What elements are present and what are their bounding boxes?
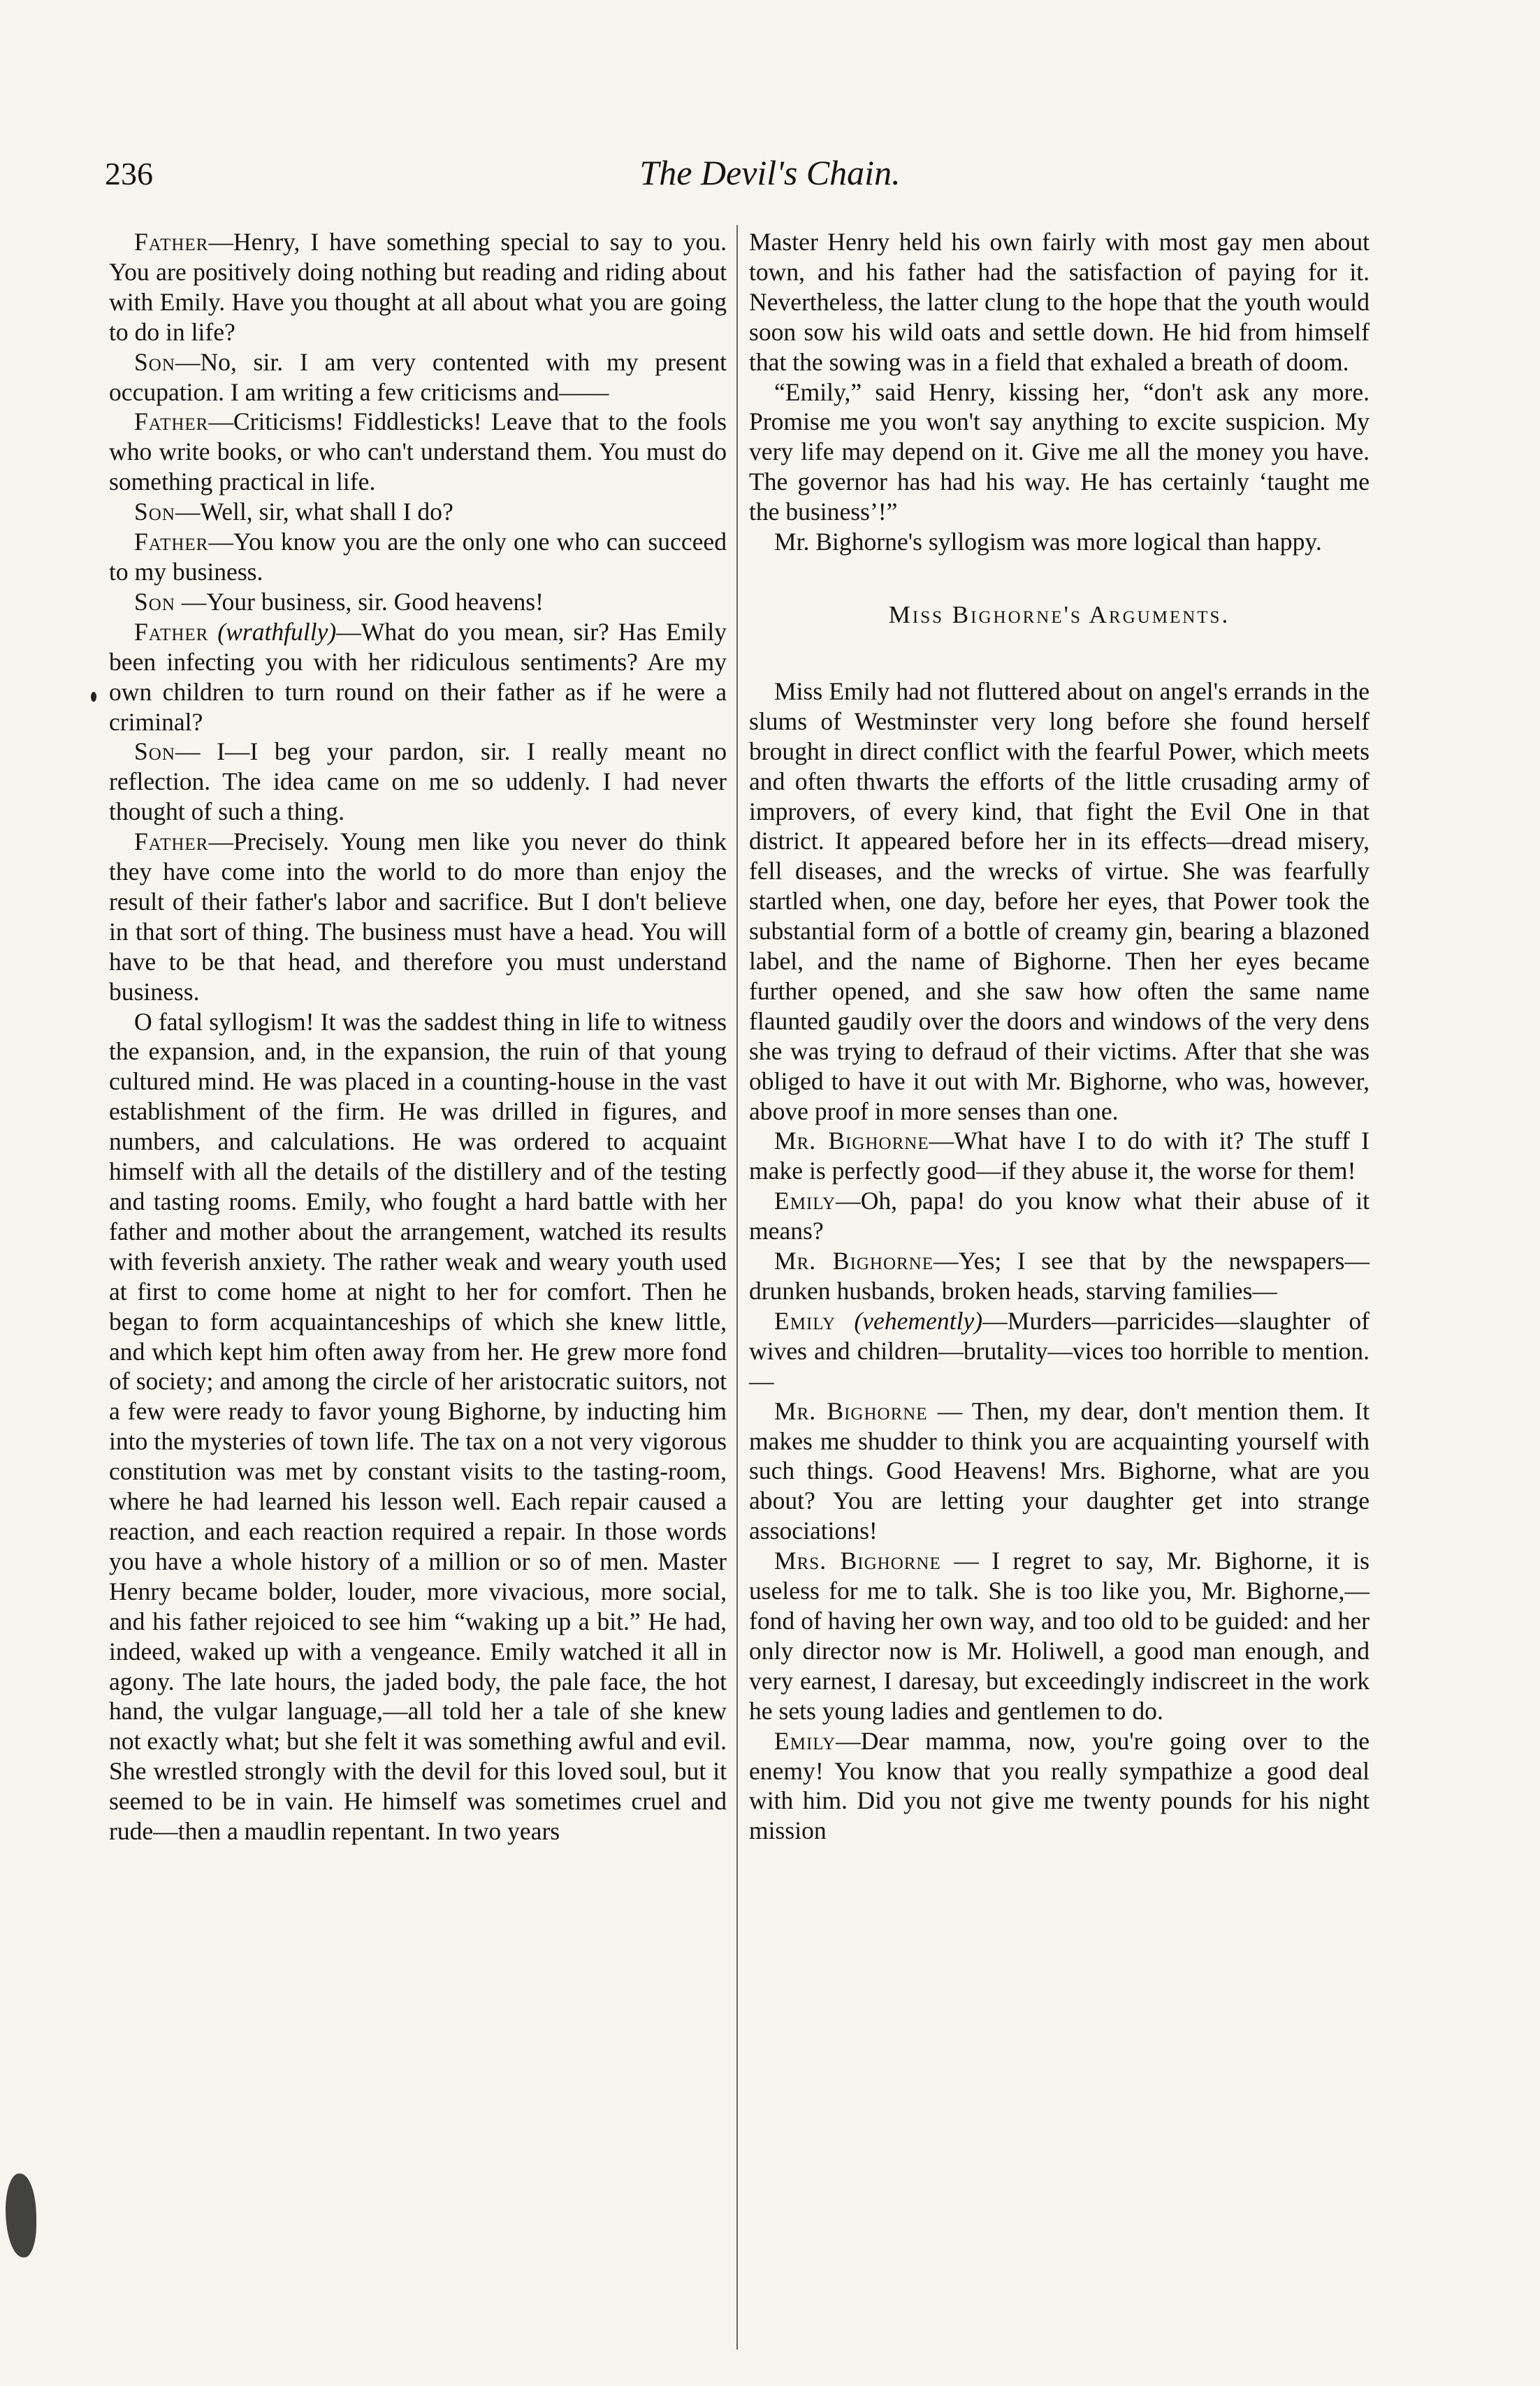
- stage-direction: (vehemently): [854, 1306, 983, 1335]
- column-divider: [736, 225, 738, 2350]
- left-column: [109, 227, 727, 1846]
- speaker: Son: [134, 737, 175, 766]
- dialogue-paragraph: Son—No, sir. I am very contented with my present occupation. I am writing a few criticisms and——: [109, 347, 727, 406]
- dialogue-text: Yes; I see that by the newspapers—drunken husbands, broken heads, starving families—: [749, 1247, 1370, 1305]
- dialogue-paragraph: Mr. Bighorne — Then, my dear, don't mention them. It makes me shudder to think you are acquainting yourself with such things. Good Heavens! Mrs. Bighorne, what are you about? You are letting your daughter get into strange associations!: [749, 1396, 1370, 1545]
- dialogue-text: Oh, papa! do you know what their abuse of it means?: [749, 1187, 1370, 1245]
- dialogue-text: Dear mamma, now, you're going over to the enemy! You know that you really sympathize a good deal with him. Did you not give me twenty pounds for his night mission: [749, 1726, 1370, 1845]
- speaker: Son: [134, 347, 175, 376]
- speaker: Emily: [774, 1187, 836, 1215]
- dialogue-paragraph: Father (wrathfully)—What do you mean, sir? Has Emily been infecting you with her ridiculous sentiments? Are my own children to turn round on their father as if he were a criminal?: [109, 617, 727, 736]
- speaker: Son: [134, 587, 175, 616]
- speaker: Father: [134, 228, 209, 256]
- dialogue-text: Henry, I have something special to say to you. You are positively doing nothing but reading and riding about with Emily. Have you thought at all about what you are going to do in life?: [109, 228, 727, 346]
- dialogue-paragraph: Mr. Bighorne—What have I to do with it? The stuff I make is perfectly good—if they abuse it, the worse for them!: [749, 1127, 1370, 1185]
- dialogue-text: You know you are the only one who can succeed to my business.: [109, 528, 727, 586]
- narrative-paragraph: Master Henry held his own fairly with most gay men about town, and his father had the satisfaction of paying for it. Nevertheless, the latter clung to the hope that the youth would soon sow his wild oats and settle down. He hid from himself that the sowing was in a field that exhaled a breath of doom.: [749, 228, 1370, 376]
- dialogue-text: I regret to say, Mr. Bighorne, it is useless for me to talk. She is too like you, Mr. Bighorne,—fond of having her own way, and too old to be guided: and her only director now is Mr. Holiwell, a good man enough, and very earnest, I daresay, but exceedingly indiscreet in the work he sets young ladies and gentlemen to do.: [749, 1547, 1370, 1725]
- stage-direction: (wrathfully): [217, 617, 337, 646]
- speaker: Mrs. Bighorne: [774, 1547, 941, 1575]
- section-heading: Miss Bighorne's Arguments.: [888, 600, 1230, 628]
- dialogue-paragraph: Father—Criticisms! Fiddlesticks! Leave that to the fools who write books, or who can't understand them. You must do something practical in life.: [109, 407, 727, 496]
- dialogue-paragraph: Mr. Bighorne—Yes; I see that by the newspapers—drunken husbands, broken heads, starving families—: [749, 1247, 1370, 1305]
- speaker: Mr. Bighorne: [774, 1247, 934, 1275]
- ink-blot: [6, 2174, 36, 2257]
- dialogue-paragraph: Son— I—I beg your pardon, sir. I really meant no reflection. The idea came on me so uddenly. I had never thought of such a thing.: [109, 737, 727, 826]
- dialogue-paragraph: Emily—Oh, papa! do you know what their abuse of it means?: [749, 1187, 1370, 1245]
- dialogue-text: Murders—parricides—slaughter of wives and children—brutality—vices too horrible to mention.—: [749, 1306, 1370, 1395]
- dialogue-paragraph: Emily (vehemently)—Murders—parricides—slaughter of wives and children—brutality—vices too horrible to mention.—: [749, 1306, 1370, 1395]
- dialogue-paragraph: Mrs. Bighorne — I regret to say, Mr. Bighorne, it is useless for me to talk. She is too like you, Mr. Bighorne,—fond of having her own way, and too old to be guided: and her only director now is Mr. Holiwell, a good man enough, and very earnest, I daresay, but exceedingly indiscreet in the work he sets young ladies and gentlemen to do.: [749, 1547, 1370, 1725]
- speaker: Emily: [774, 1726, 836, 1755]
- speaker: Father: [134, 827, 209, 856]
- running-title: The Devil's Chain.: [639, 153, 901, 192]
- dialogue-text: Precisely. Young men like you never do think they have come into the world to do more than enjoy the result of their father's labor and sacrifice. But I don't believe in that sort of thing. The business must have a head. You will have to be that head, and therefore you must understand business.: [109, 827, 727, 1006]
- narrative-paragraph: O fatal syllogism! It was the saddest thing in life to witness the expansion, and, in the expansion, the ruin of that young cultured mind. He was placed in a counting-house in the vast establishment of the firm. He was drilled in figures, and numbers, and calculations. He was ordered to acquaint himself with all the details of the distillery and of the testing and tasting rooms. Emily, who fought a hard battle with her father and mother about the arrangement, watched its results with feverish anxiety. The rather weak and weary youth used at first to come home at night to her for comfort. Then he began to form acquaintanceships of which she knew little, and which kept him often away from her. He grew more fond of society; and among the circle of her aristocratic suitors, not a few were ready to favor young Bighorne, by inducting him into the mysteries of town life. The tax on a not very vigorous constitution was met by constant visits to the tasting-room, where he had learned his lesson well. Each repair caused a reaction, and each reaction required a repair. In those words you have a whole history of a million or so of men. Master Henry became bolder, louder, more vivacious, more social, and his father rejoiced to see him “waking up a bit.” He had, indeed, waked up with a vengeance. Emily watched it all in agony. The late hours, the jaded body, the pale face, the hot hand, the vulgar language,—all told her a tale of she knew not exactly what; but she felt it was something awful and evil. She wrestled strongly with the devil for this loved soul, but it seemed to be in vain. He himself was sometimes cruel and rude—then a maudlin repentant. In two years: [109, 1007, 727, 1846]
- ink-speck: [91, 692, 96, 702]
- dialogue-paragraph: Son —Your business, sir. Good heavens!: [134, 587, 544, 616]
- speaker: Father: [134, 528, 209, 556]
- speaker: Mr. Bighorne: [774, 1127, 929, 1155]
- narrative-paragraph: Mr. Bighorne's syllogism was more logical than happy.: [774, 528, 1322, 556]
- dialogue-text: Your business, sir. Good heavens!: [206, 587, 544, 616]
- dialogue-paragraph: Father—You know you are the only one who can succeed to my business.: [109, 528, 727, 586]
- dialogue-text: What have I to do with it? The stuff I make is perfectly good—if they abuse it, the worse for them!: [749, 1127, 1370, 1185]
- speaker: Mr. Bighorne: [774, 1396, 928, 1425]
- dialogue-text: I—I beg your pardon, sir. I really meant no reflection. The idea came on me so uddenly. I had never thought of such a thing.: [109, 737, 727, 826]
- dialogue-text: What do you mean, sir? Has Emily been infecting you with her ridiculous sentiments? Are my own children to turn round on their father as if he were a criminal?: [109, 617, 727, 736]
- speaker: Father: [134, 407, 209, 436]
- speaker: Emily: [774, 1306, 836, 1335]
- dialogue-paragraph: Father—Precisely. Young men like you never do think they have come into the world to do more than enjoy the result of their father's labor and sacrifice. But I don't believe in that sort of thing. The business must have a head. You will have to be that head, and therefore you must understand business.: [109, 827, 727, 1006]
- dialogue-paragraph: Father—Henry, I have something special to say to you. You are positively doing nothing but reading and riding about with Emily. Have you thought at all about what you are going to do in life?: [109, 228, 727, 346]
- dialogue-paragraph: Son—Well, sir, what shall I do?: [134, 498, 453, 526]
- page-number: 236: [105, 156, 153, 191]
- dialogue-text: Criticisms! Fiddlesticks! Leave that to the fools who write books, or who can't understand them. You must do something practical in life.: [109, 407, 727, 496]
- narrative-paragraph: Miss Emily had not fluttered about on angel's errands in the slums of Westminster very long before she found herself brought in direct conflict with the fearful Power, which meets and often thwarts the efforts of the little crusading army of improvers, of every kind, that fight the Evil One in that district. It appeared before her in its effects—dread misery, fell diseases, and the wrecks of virtue. She was fearfully startled when, one day, before her eyes, that Power took the substantial form of a bottle of creamy gin, bearing a blazoned label, and the name of Bighorne. Then her eyes became further opened, and she saw how often the same name flaunted gaudily over the doors and windows of the very dens she was trying to defraud of their victims. After that she was obliged to have it out with Mr. Bighorne, who was, however, above proof in more senses than one.: [749, 677, 1370, 1125]
- narrative-paragraph: “Emily,” said Henry, kissing her, “don't ask any more. Promise me you won't say anything to excite suspicion. My very life may depend on it. Give me all the money you have. The governor has had his way. He has certainly ‘taught me the business’!”: [749, 377, 1370, 526]
- speaker: Father: [134, 617, 209, 646]
- right-column: [749, 227, 1370, 1846]
- dialogue-text: Then, my dear, don't mention them. It makes me shudder to think you are acquainting yourself with such things. Good Heavens! Mrs. Bighorne, what are you about? You are letting your daughter get into strange associations!: [749, 1396, 1370, 1545]
- dialogue-text: No, sir. I am very contented with my present occupation. I am writing a few criticisms and——: [109, 347, 727, 406]
- dialogue-paragraph: Emily—Dear mamma, now, you're going over to the enemy! You know that you really sympathize a good deal with him. Did you not give me twenty pounds for his night mission: [749, 1726, 1370, 1845]
- speaker: Son: [134, 498, 175, 526]
- dialogue-text: Well, sir, what shall I do?: [200, 498, 453, 526]
